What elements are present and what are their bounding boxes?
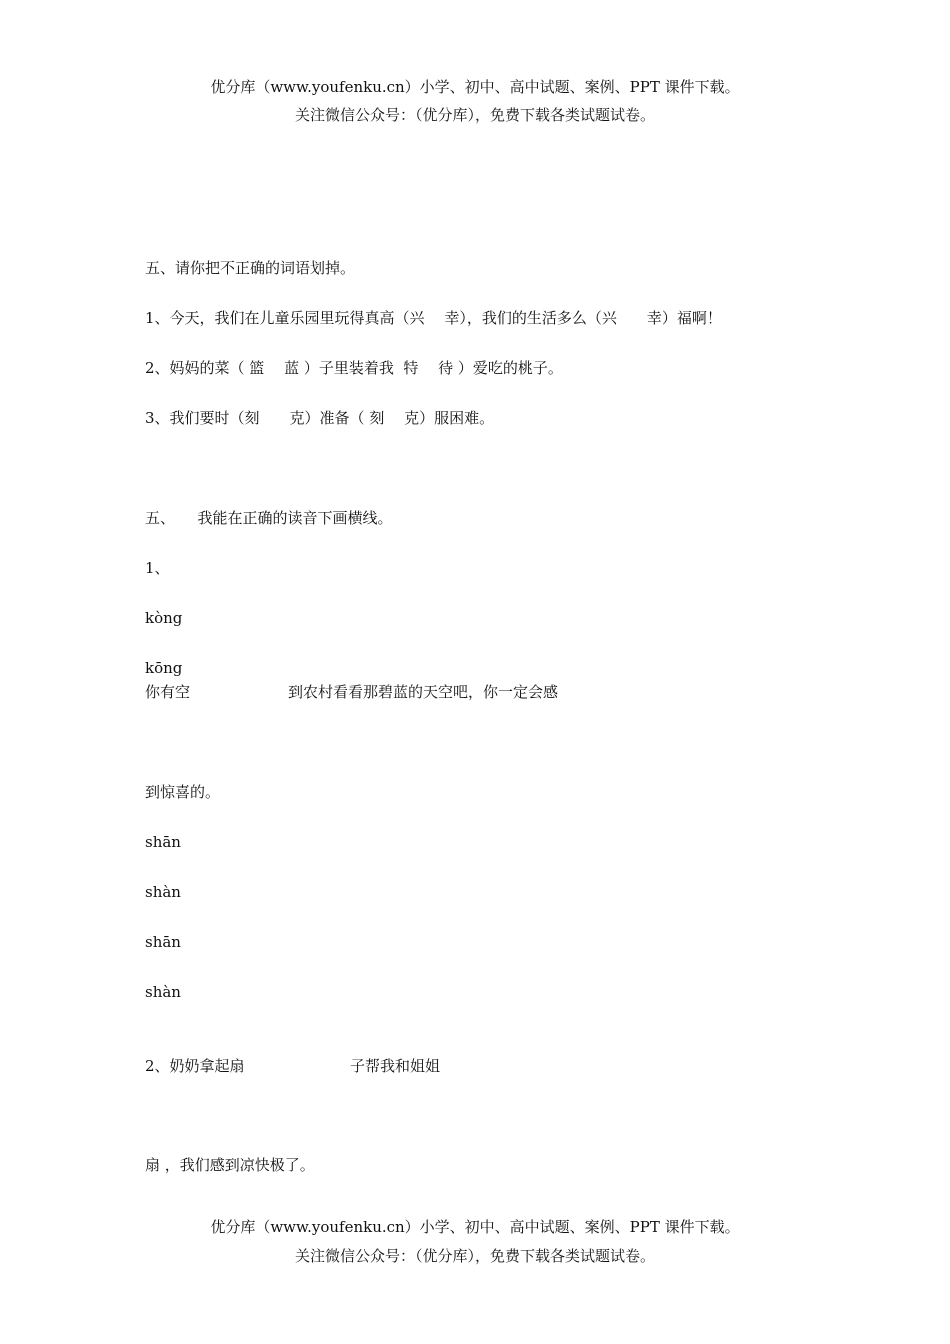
pinyin-shan-1a: shān [145, 833, 181, 851]
pinyin-shan-4b: shàn [145, 983, 181, 1001]
section-b-q1-text-c: 到惊喜的。 [145, 783, 221, 801]
section-b-q2-text-b: 子帮我和姐姐 [350, 1057, 441, 1075]
pinyin-kong-4: kòng [145, 609, 183, 627]
pinyin-shan-4a: shàn [145, 883, 181, 901]
section-b-q2-text-a: 2、奶奶拿起扇 [145, 1057, 245, 1075]
header-line-2: 关注微信公众号：（优分库），免费下载各类试题试卷。 [294, 106, 655, 124]
section-a-question-1: 1、今天，我们在儿童乐园里玩得真高（兴 幸），我们的生活多么（兴 幸）福啊！ [145, 309, 722, 327]
pinyin-kong-1: kōng [145, 659, 183, 677]
footer-line-1: 优分库（www.youfenku.cn）小学、初中、高中试题、案例、PPT 课件下载。 [210, 1218, 740, 1236]
section-b-q1-label: 1、 [145, 559, 170, 577]
section-b-heading: 五、 我能在正确的读音下画横线。 [145, 509, 393, 527]
section-b-q1-text-b: 到农村看看那碧蓝的天空吧，你一定会感 [288, 683, 559, 701]
section-b-q1-text-a: 你有空 [145, 683, 191, 701]
section-a-heading: 五、请你把不正确的词语划掉。 [145, 259, 356, 277]
section-a-question-3: 3、我们要时（刻 克）准备（ 刻 克）服困难。 [145, 409, 495, 427]
header-line-1: 优分库（www.youfenku.cn）小学、初中、高中试题、案例、PPT 课件下载。 [210, 78, 740, 96]
footer-line-2: 关注微信公众号：（优分库），免费下载各类试题试卷。 [294, 1247, 655, 1265]
section-a-question-2: 2、妈妈的菜（ 篮 蓝 ）子里装着我 特 待 ）爱吃的桃子。 [145, 359, 563, 377]
pinyin-shan-1b: shān [145, 933, 181, 951]
section-b-q2-text-c: 扇 ，我们感到凉快极了。 [145, 1156, 315, 1174]
